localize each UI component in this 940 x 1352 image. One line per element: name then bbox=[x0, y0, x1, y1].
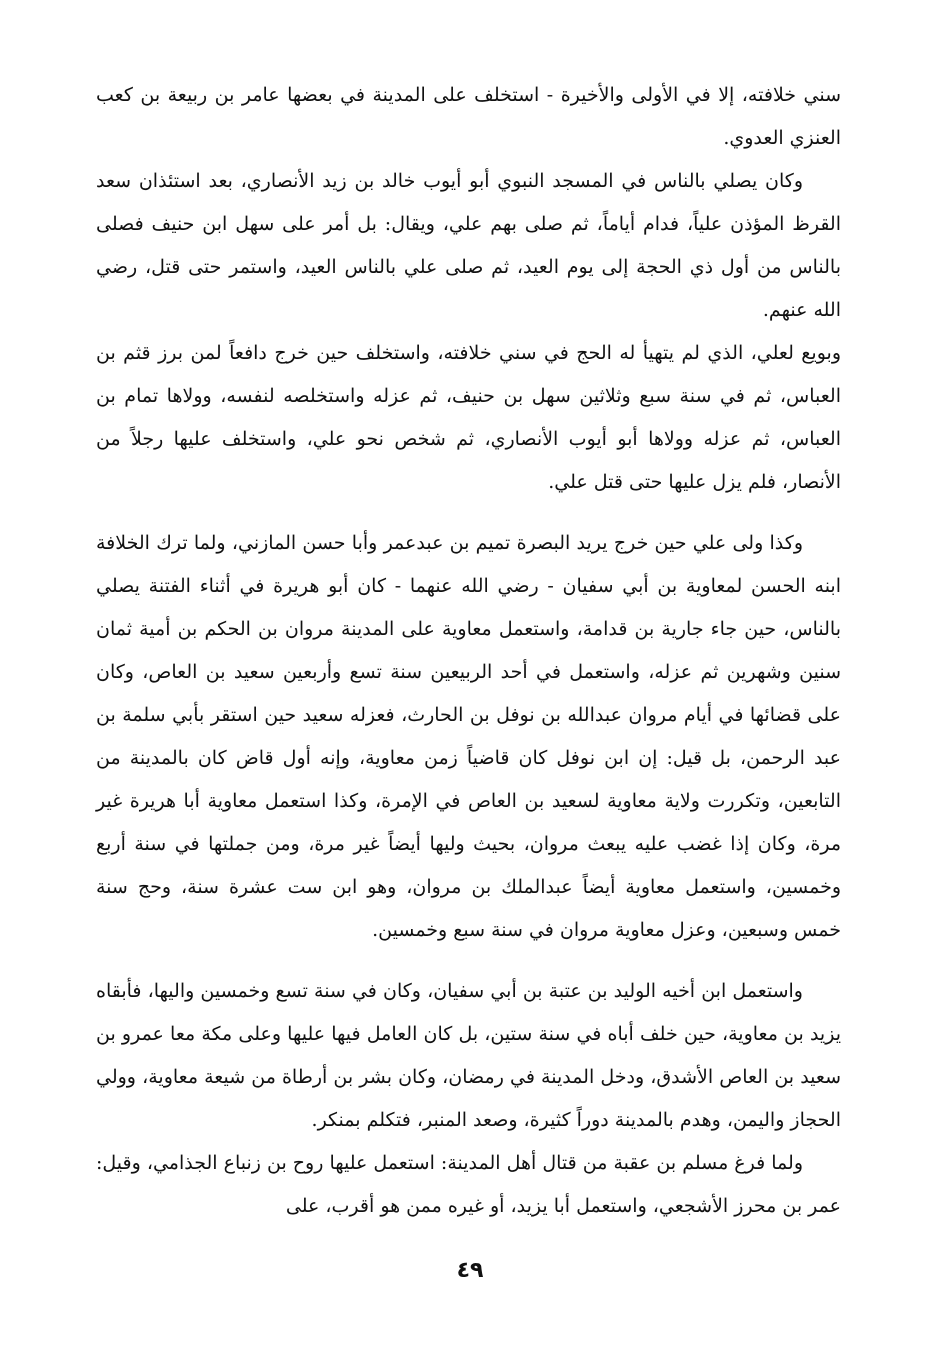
paragraph-3: وبويع لعلي، الذي لم يتهيأ له الحج في سني خلافته، واستخلف حين خرج دافعاً لمن برز قثم بن العباس، ثم في سنة سبع وثلاثين سهل بن حنيف، ثم عزله واستخلصه لنفسه، وولاها تمام بن العباس، ثم عزله وولاها أبو أيوب الأنصاري، ثم شخص نحو علي، واستخلف عليها رجلاً من الأنصار، فلم يزل عليها حتى قتل علي. bbox=[96, 342, 841, 493]
paragraph-4: وكذا ولى علي حين خرج يريد البصرة تميم بن عبدعمر وأبا حسن المازني، ولما ترك الخلافة ابنه الحسن لمعاوية بن أبي سفيان - رضي الله عنهما - كان أبو هريرة في أثناء الفتنة يصلي بالناس، حين جاء جارية بن قدامة، واستعمل معاوية على المدينة مروان بن الحكم بن أمية ثمان سنين وشهرين ثم عزله، واستعمل في أحد الربيعين سنة تسع وأربعين سعيد بن العاص، وكان على قضائها في أيام مروان عبدالله بن نوفل بن الحارث، فعزله سعيد حين استقر بأبي سلمة بن عبد الرحمن، بل قيل: إن ابن نوفل كان قاضياً زمن معاوية، وإنه أول قاض كان بالمدينة من التابعين، وتكررت ولاية معاوية لسعيد بن العاص في الإمرة، وكذا استعمل معاوية أبا هريرة غير مرة، وكان إذا غضب عليه يبعث مروان، بحيث وليها أيضاً غير مرة، ومن جملتها في سنة أربع وخمسين، واستعمل معاوية أيضاً عبدالملك بن مروان، وهو ابن ست عشرة سنة، وحج سنة خمس وسبعين، وعزل معاوية مروان في سنة سبع وخمسين. bbox=[96, 532, 842, 941]
body-text bbox=[96, 74, 841, 1228]
paragraph-2: وكان يصلي بالناس في المسجد النبوي أبو أيوب خالد بن زيد الأنصاري، بعد استئذان سعد القرظ المؤذن علياً، فدام أياماً، ثم صلى بهم علي، ويقال: بل أمر على سهل ابن حنيف فصلى بالناس من أول ذي الحجة إلى يوم العيد، ثم صلى علي بالناس العيد، واستمر حتى قتل، رضي الله عنهم. bbox=[96, 170, 841, 321]
paragraph-5: واستعمل ابن أخيه الوليد بن عتبة بن أبي سفيان، وكان في سنة تسع وخمسين واليها، فأبقاه يزيد بن معاوية، حين خلف أباه في سنة ستين، بل كان العامل فيها عليها وعلى مكة معا عمرو بن سعيد بن العاص الأشدق، ودخل المدينة في رمضان، وكان بشر بن أرطاة من شيعة معاوية، وولي الحجاز واليمن، وهدم بالمدينة دوراً كثيرة، وصعد المنبر، فتكلم بمنكر. bbox=[96, 980, 841, 1131]
paragraph-6: ولما فرغ مسلم بن عقبة من قتال أهل المدينة: استعمل عليها روح بن زنباع الجذامي، وقيل: عمر بن محرز الأشجعي، واستعمل أبا يزيد، أو غيره ممن هو أقرب، على bbox=[96, 1152, 841, 1217]
page-number: ٤٩ bbox=[456, 1258, 484, 1283]
paragraph-1: سني خلافته، إلا في الأولى والأخيرة - استخلف على المدينة في بعضها عامر بن ربيعة بن كعب العنزي العدوي. bbox=[96, 84, 841, 149]
